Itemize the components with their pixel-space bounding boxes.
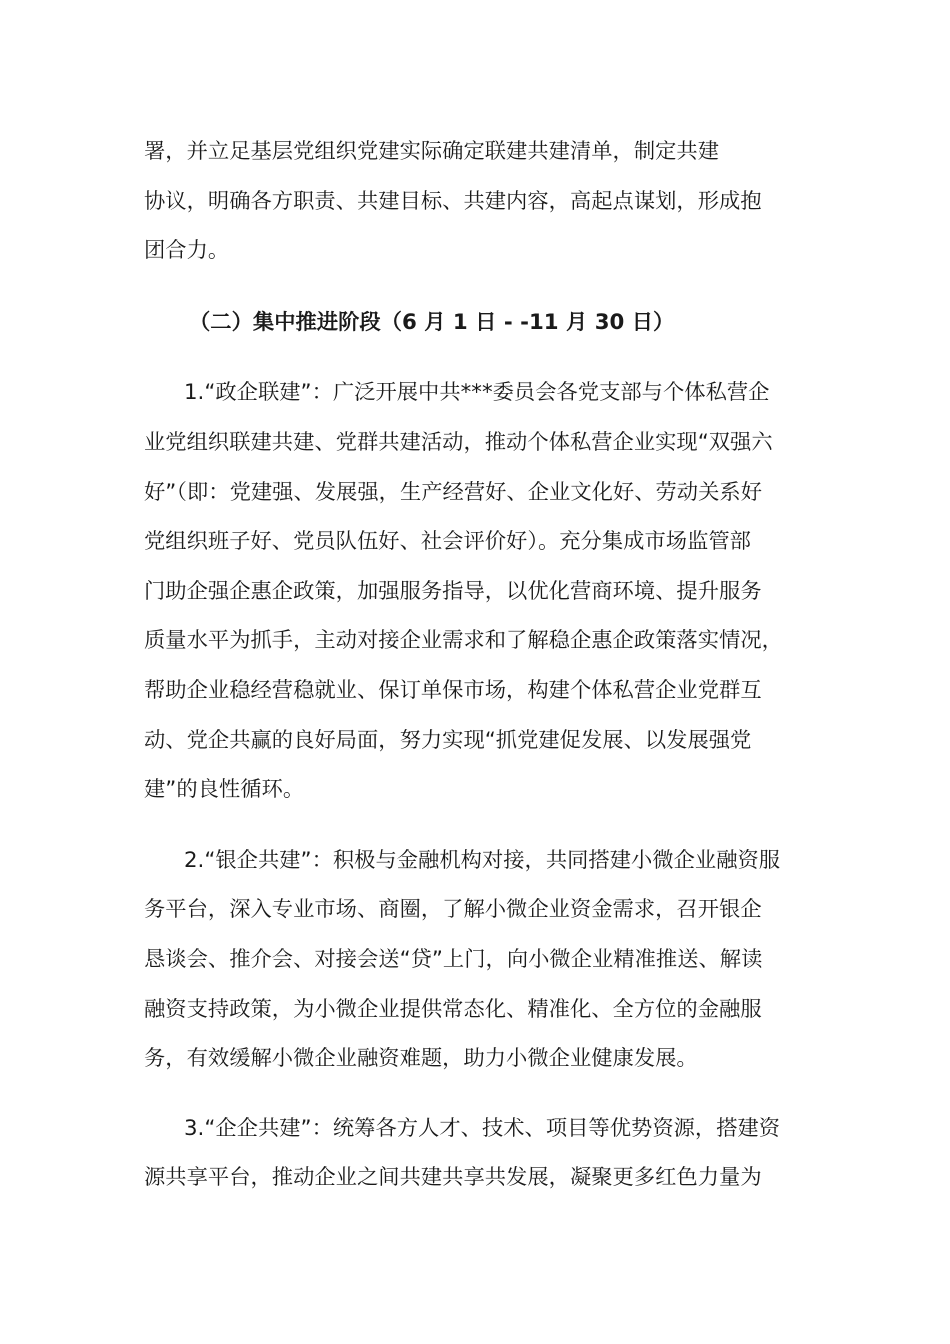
text-line: 团合力。 bbox=[144, 238, 230, 264]
text-line: 协议，明确各方职责、共建目标、共建内容，高起点谋划，形成抱 bbox=[144, 188, 762, 214]
paragraph-spacer bbox=[144, 347, 808, 368]
paragraph-qiqi-gongjian bbox=[144, 1104, 808, 1203]
paragraph-zhengqi-lianjian bbox=[144, 368, 808, 814]
text-line: 门助企强企惠企政策，加强服务指导，以优化营商环境、提升服务 bbox=[144, 578, 762, 604]
text-line: 恳谈会、推介会、对接会送“贷”上门，向小微企业精准推送、解读 bbox=[144, 946, 763, 972]
text-line: 好”（即：党建强、发展强，生产经营好、企业文化好、劳动关系好 bbox=[144, 479, 762, 505]
paragraph-spacer bbox=[144, 815, 808, 836]
section-heading: （二）集中推进阶段（6 月 1 日 - -11 月 30 日） bbox=[189, 309, 675, 335]
text-line: 党组织班子好、党员队伍好、社会评价好）。充分集成市场监管部 bbox=[144, 529, 751, 555]
text-line: 帮助企业稳经营稳就业、保订单保市场，构建个体私营企业党群互 bbox=[144, 677, 762, 703]
text-line: 2.“银企共建”：积极与金融机构对接，共同搭建小微企业融资服 bbox=[184, 847, 781, 873]
text-line: 建”的良性循环。 bbox=[144, 777, 305, 803]
text-line: 署，并立足基层党组织党建实际确定联建共建清单，制定共建 bbox=[144, 139, 720, 164]
text-line: 1.“政企联建”：广泛开展中共***委员会各党支部与个体私营企 bbox=[184, 380, 770, 406]
text-line: 源共享平台，推动企业之间共建共享共发展，凝聚更多红色力量为 bbox=[144, 1165, 762, 1191]
paragraph-spacer bbox=[144, 1084, 808, 1104]
text-line: 务平台，深入专业市场、商圈，了解小微企业资金需求，召开银企 bbox=[144, 897, 762, 923]
text-line: 融资支持政策，为小微企业提供常态化、精准化、全方位的金融服 bbox=[144, 996, 762, 1022]
text-line: 动、党企共赢的良好局面，努力实现“抓党建促发展、以发展强党 bbox=[144, 727, 752, 753]
paragraph-yinqi-gongjian bbox=[144, 836, 808, 1084]
text-line: 务，有效缓解小微企业融资难题，助力小微企业健康发展。 bbox=[144, 1046, 698, 1072]
text-line: 业党组织联建共建、党群共建活动，推动个体私营企业实现“双强六 bbox=[144, 429, 773, 455]
paragraph-spacer bbox=[144, 276, 808, 298]
paragraph-continuation bbox=[144, 127, 808, 276]
text-line: 3.“企企共建”：统筹各方人才、技术、项目等优势资源，搭建资 bbox=[184, 1115, 781, 1141]
text-line: 质量水平为抓手，主动对接企业需求和了解稳企惠企政策落实情况， bbox=[144, 628, 783, 654]
